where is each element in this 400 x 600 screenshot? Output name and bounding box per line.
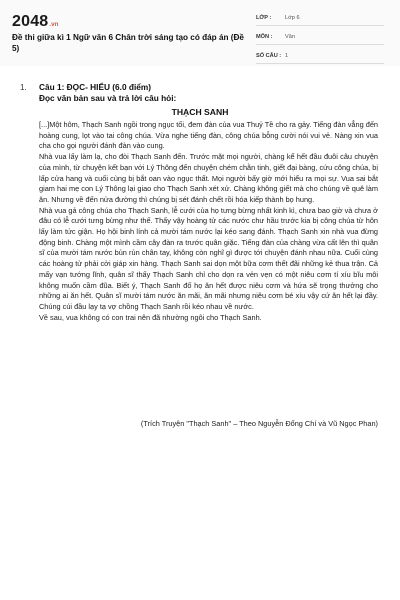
question-heading-block [39, 82, 176, 104]
meta-row-subject [256, 29, 384, 45]
passage-paragraph: Về sau, vua không có con trai nên đã nhường ngôi cho Thạch Sanh. [39, 312, 262, 322]
meta-value: Văn [285, 33, 295, 40]
passage-source: (Trích Truyện "Thạch Sanh" – Theo Nguyễn Đổng Chí và Vũ Ngọc Phan) [140, 419, 378, 428]
meta-value: Lớp 6 [285, 14, 300, 21]
meta-label: MÔN : [256, 33, 273, 40]
meta-row-class [256, 10, 384, 26]
page-header [0, 0, 400, 66]
story-title: THẠCH SANH [171, 107, 229, 117]
meta-info [256, 10, 384, 67]
document-title: Đề thi giữa kì 1 Ngữ văn 6 Chân trời sáng tạo có đáp án (Đề 5) [12, 33, 244, 53]
question-heading: Câu 1: ĐỌC- HIỂU (6.0 điểm) [39, 82, 152, 92]
site-logo[interactable] [12, 13, 59, 31]
logo-text: 2048 [12, 13, 49, 30]
question-instruction: Đọc văn bản sau và trả lời câu hỏi: [39, 93, 177, 103]
passage-paragraph: [...]Một hôm, Thạch Sanh ngồi trong ngục tối, đem đàn của vua Thuỷ Tề cho ra gảy. Tiếng đàn vẳng đến hoàng cung, lọt vào tai công chúa. Vừa nghe tiếng đàn, công chúa bỗng cười nói vui vẻ. Nàng xin vua cha cho gọi người đánh đàn vào cung. [39, 120, 378, 151]
question-number: 1. [20, 83, 27, 92]
meta-row-question-count [256, 48, 384, 64]
meta-label: SỐ CÂU : [256, 52, 282, 59]
meta-value: 1 [285, 52, 289, 59]
meta-label: LỚP : [256, 14, 272, 21]
reading-passage [39, 120, 378, 323]
logo-suffix: .vn [49, 22, 59, 28]
passage-paragraph: Nhà vua lấy làm lạ, cho đòi Thạch Sanh đến. Trước mặt mọi người, chàng kể hết đầu đuôi câu chuyện của mình, từ chuyện kết bạn với Lý Thông đến chuyện chém chằn tinh, giết đại bàng, cứu công chúa, bị lấp cửa hang và cuối cùng bị bắt oan vào ngục thất. Mọi người bấy giờ mới hiểu ra mọi sự. Vua sai bắt giam hai mẹ con Lý Thông lại giao cho Thạch Sanh xét xử. Chàng không giết mà cho chúng về quê làm ăn. Nhưng về đến nửa đường thì chúng bị sét đánh chết rồi hóa kiếp thành bọ hung. [39, 152, 378, 204]
passage-paragraph: Nhà vua gả công chúa cho Thạch Sanh, lễ cưới của họ tưng bừng nhất kinh kì, chưa bao giờ và chưa ở đâu có lễ cưới tưng bừng như thế. Thấy vậy hoàng tử các nước chư hầu trước kia bị công chúa từ hôn lấy làm tức giận. Họ hội binh lính cả mười tám nước lại kéo sang đánh. Thạch Sanh xin nhà vua đừng động binh. Chàng một mình cầm cây đàn ra trước quân giặc. Tiếng đàn của chàng vừa cất lên thì quân sĩ của mười tám nước bủn rủn chân tay, không còn nghĩ gì được tới chuyện đánh nhau nữa. Cuối cùng các hoàng tử phải cởi giáp xin hàng. Thạch Sanh sai dọn một bữa cơm thết đãi những kẻ thua trận. Cả mấy vạn tướng lĩnh, quân sĩ thấy Thạch Sanh chỉ cho dọn ra vẻn vẹn có một niêu cơm tí xíu bĩu môi không muốn cầm đũa. Biết ý, Thạch Sanh đố họ ăn hết được niêu cơm và hứa sẽ trọng thưởng cho những ai ăn hết. Quân sĩ mười tám nước ăn mãi, ăn mãi nhưng niêu cơm bé xíu vậy cứ ăn hết lại đầy. Chúng cúi đầu lạy tạ vợ chồng Thạch Sanh rồi kéo nhau về nước. [39, 205, 378, 311]
